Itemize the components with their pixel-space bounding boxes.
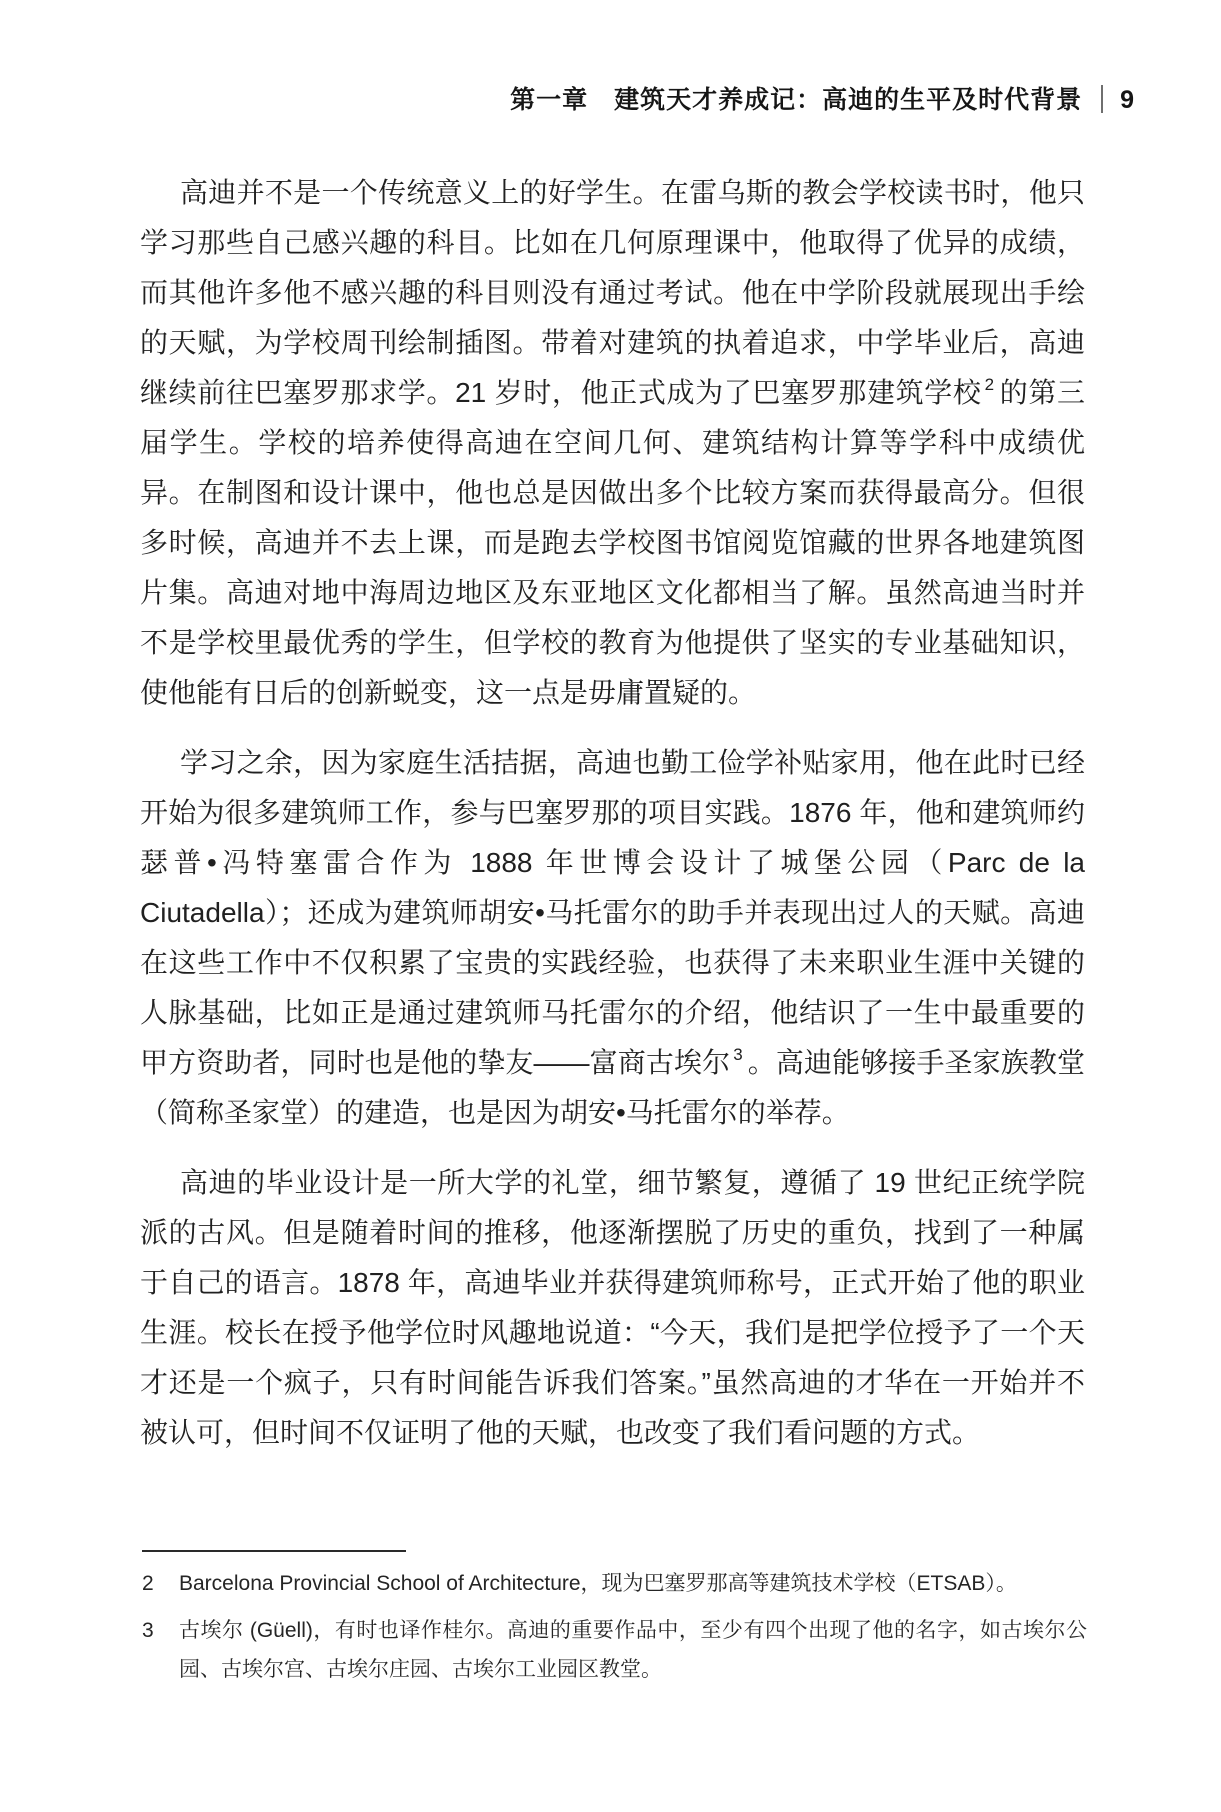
page-number: 9 <box>1120 86 1135 114</box>
footnote-reference: 2 <box>984 374 995 394</box>
footnote-3 <box>142 1611 1087 1689</box>
footnote-reference: 3 <box>733 1044 743 1064</box>
text-run: 高迪并不是一个传统意义上的好学生。在雷乌斯的教会学校读书时，他只学习那些自己感兴趣的科目。比如在几何原理课中，他取得了优异的成绩，而其他许多他不感兴趣的科目则没有通过考试。他在中学阶段就展现出手绘的天赋，为学校周刊绘制插图。带着对建筑的执着追求，中学毕业后，高迪继续前往巴塞罗那求学。21 岁时，他正式成为了巴塞罗那建筑学校 <box>140 177 1085 408</box>
body-text <box>140 168 1085 1458</box>
chapter-title: 建筑天才养成记：高迪的生平及时代背景 <box>614 86 1083 114</box>
text-run: 的第三届学生。学校的培养使得高迪在空间几何、建筑结构计算等学科中成绩优异。在制图和设计课中，他也总是因做出多个比较方案而获得最高分。但很多时候，高迪并不去上课，而是跑去学校图书馆阅览馆藏的世界各地建筑图片集。高迪对地中海周边地区及东亚地区文化都相当了解。虽然高迪当时并不是学校里最优秀的学生，但学校的教育为他提供了坚实的专业基础知识，使他能有日后的创新蜕变，这一点是毋庸置疑的。 <box>140 377 1085 708</box>
text-run: 。高迪能够接手圣家族教堂（简称圣家堂）的建造，也是因为胡安•马托雷尔的举荐。 <box>140 1047 1085 1128</box>
paragraph-2 <box>140 738 1085 1138</box>
footnote-number: 3 <box>142 1619 154 1642</box>
header-divider-bar <box>1101 85 1103 113</box>
footnote-2 <box>142 1564 1087 1603</box>
footnote-text: 古埃尔 (Güell)，有时也译作桂尔。高迪的重要作品中，至少有四个出现了他的名字，如古埃尔公园、古埃尔宫、古埃尔庄园、古埃尔工业园区教堂。 <box>179 1619 1087 1681</box>
text-run: 高迪的毕业设计是一所大学的礼堂，细节繁复，遵循了 19 世纪正统学院派的古风。但是随着时间的推移，他逐渐摆脱了历史的重负，找到了一种属于自己的语言。1878 年，高迪毕业并获得建筑师称号，正式开始了他的职业生涯。校长在授予他学位时风趣地说道：“今天，我们是把学位授予了一个天才还是一个疯子，只有时间能告诉我们答案。”虽然高迪的才华在一开始并不被认可，但时间不仅证明了他的天赋，也改变了我们看问题的方式。 <box>140 1167 1085 1448</box>
text-run: 学习之余，因为家庭生活拮据，高迪也勤工俭学补贴家用，他在此时已经开始为很多建筑师工作，参与巴塞罗那的项目实践。1876 年，他和建筑师约瑟普•冯特塞雷合作为 1888 年世博会设计了城堡公园（Parc de la Ciutadella）；还成为建筑师胡安•马托雷尔的助手并表现出过人的天赋。高迪在这些工作中不仅积累了宝贵的实践经验，也获得了未来职业生涯中关键的人脉基础，比如正是通过建筑师马托雷尔的介绍，他结识了一生中最重要的甲方资助者，同时也是他的挚友——富商古埃尔 <box>140 747 1085 1078</box>
chapter-label: 第一章 <box>510 86 589 114</box>
paragraph-1 <box>140 168 1085 718</box>
footnote-text: Barcelona Provincial School of Architecture，现为巴塞罗那高等建筑技术学校（ETSAB）。 <box>179 1572 1017 1595</box>
paragraph-3 <box>140 1158 1085 1458</box>
running-header <box>140 80 1135 116</box>
footnote-number: 2 <box>142 1572 154 1595</box>
footnotes-section <box>142 1550 1087 1689</box>
footnote-separator-rule <box>142 1550 406 1552</box>
